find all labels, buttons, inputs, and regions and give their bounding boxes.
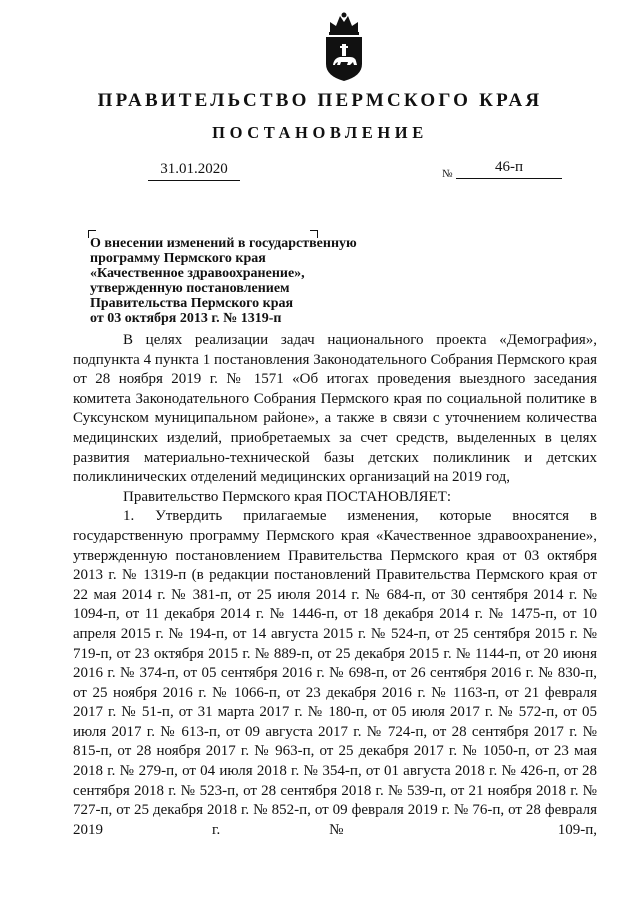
document-date: 31.01.2020 (148, 161, 240, 181)
number-sign: № (442, 168, 453, 180)
subject-line: программу Пермского края (90, 251, 266, 266)
subject-line: О внесении изменений в государственную (90, 236, 357, 251)
coat-of-arms-icon (322, 10, 366, 82)
preamble-paragraph: В целях реализации задач национального проекта «Демография», подпункта 4 пункта 1 постановления Законодательного Собрания Пермского края от 28 ноября 2019 г. № 1571 «Об итогах проведения выездного заседания комитета Законодательного Собрания Пермского края по социальной политике в Суксунском муниципальном районе», а также в связи с уточнением количества медицинских изделий, приобретаемых за счет средств, выделенных в целях развития материально-технической базы детских поликлиник и детских поликлинических отделений медицинских организаций на 2019 год, (73, 332, 597, 486)
subject-line: от 03 октября 2013 г. № 1319-п (90, 311, 282, 326)
document-number: 46-п (456, 159, 562, 179)
document-body (73, 331, 597, 840)
subject-line: Правительства Пермского края (90, 296, 294, 311)
resolution-paragraph: Правительство Пермского края ПОСТАНОВЛЯЕТ: (123, 488, 452, 505)
subject-line: «Качественное здравоохранение», (90, 266, 305, 281)
document-type: ПОСТАНОВЛЕНИЕ (212, 123, 428, 142)
subject-line: утвержденную постановлением (90, 281, 290, 296)
document-subject (90, 236, 390, 326)
government-title: ПРАВИТЕЛЬСТВО ПЕРМСКОГО КРАЯ (97, 90, 543, 111)
item-1-paragraph: 1. Утвердить прилагаемые изменения, которые вносятся в государственную программу Пермского края «Качественное здравоохранение», утвержденную постановлением Правительства Пермского края от 03 октября 2013 г. № 1319-п (в редакции постановлений Правительства Пермского края от 22 мая 2014 г. № 381-п, от 25 июля 2014 г. № 684-п, от 30 сентября 2014 г. № 1094-п, от 11 декабря 2014 г. № 1446-п, от 18 декабря 2014 г. № 1475-п, от 10 апреля 2015 г. № 194-п, от 14 августа 2015 г. № 524-п, от 25 сентября 2015 г. № 719-п, от 23 октября 2015 г. № 889-п, от 25 декабря 2015 г. № 1144-п, от 20 июня 2016 г. № 374-п, от 05 сентября 2016 г. № 698-п, от 26 сентября 2016 г. № 830-п, от 25 ноября 2016 г. № 1066-п, от 23 декабря 2016 г. № 1163-п, от 21 февраля 2017 г. № 51-п, от 31 марта 2017 г. № 180-п, от 05 июля 2017 г. № 572-п, от 05 июля 2017 г. № 613-п, от 09 августа 2017 г. № 724-п, от 28 сентября 2017 г. № 815-п, от 28 ноября 2017 г. № 963-п, от 25 декабря 2017 г. № 1050-п, от 23 мая 2018 г. № 279-п, от 04 июля 2018 г. № 354-п, от 01 августа 2018 г. № 426-п, от 28 сентября 2018 г. № 523-п, от 28 сентября 2018 г. № 539-п, от 21 ноября 2018 г. № 727-п, от 25 декабря 2018 г. № 852-п, от 09 февраля 2019 г. № 76-п, от 28 февраля 2019 г. № 109-п, (73, 508, 597, 838)
